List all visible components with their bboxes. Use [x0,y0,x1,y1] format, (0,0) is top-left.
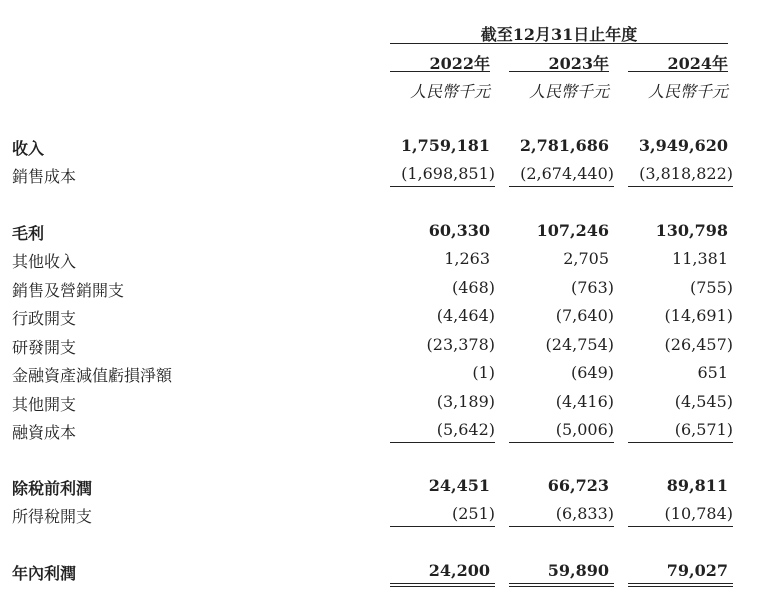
income-tax-2022: (251) [451,504,495,523]
header-rule [390,43,728,44]
year-2024-header: 2024年 [667,54,728,73]
year-rule-2023 [509,71,609,72]
profit-before-tax-2022: 24,451 [428,476,490,495]
cost-of-sales-2024: (3,818,822) [639,164,733,183]
row-label-other-expenses: 其他開支 [12,395,77,414]
cost-of-sales-2023: (2,674,440) [520,164,614,183]
finance-costs-2024: (6,571) [674,420,733,439]
row-label-revenue: 收入 [12,139,45,158]
row-label-other-income: 其他收入 [12,252,77,271]
other-expenses-2022: (3,189) [436,392,495,411]
row-label-finance-costs: 融資成本 [12,423,77,442]
unit-2023: 人民幣千元 [528,82,609,101]
rd-expenses-2024: (26,457) [664,335,733,354]
cost-of-sales-2022: (1,698,851) [401,164,495,183]
finance-costs-2022: (5,642) [436,420,495,439]
profit-before-tax-2024: 89,811 [666,476,728,495]
row-label-admin-expenses: 行政開支 [12,309,77,328]
admin-expenses-2022: (4,464) [436,306,495,325]
other-expenses-2023: (4,416) [555,392,614,411]
impairment-losses-2023: (649) [570,363,614,382]
profit-before-tax-2023: 66,723 [547,476,609,495]
profit-for-year-2024: 79,027 [666,561,728,580]
subtotal-rule-2024 [628,186,733,187]
selling-expenses-2023: (763) [570,278,614,297]
selling-expenses-2024: (755) [689,278,733,297]
row-label-income-tax: 所得稅開支 [12,507,93,526]
row-label-rd-expenses: 研發開支 [12,338,77,357]
impairment-losses-2022: (1) [472,363,495,382]
admin-expenses-2023: (7,640) [555,306,614,325]
row-label-profit-before-tax: 除稅前利潤 [12,479,93,498]
subtotal-rule-2022 [390,526,495,527]
revenue-2023: 2,781,686 [519,136,609,155]
subtotal-rule-2023 [509,526,614,527]
profit-for-year-2023: 59,890 [547,561,609,580]
impairment-losses-2024: 651 [697,363,728,382]
selling-expenses-2022: (468) [451,278,495,297]
income-tax-2023: (6,833) [555,504,614,523]
revenue-2024: 3,949,620 [638,136,728,155]
subtotal-rule-2024 [628,442,733,443]
year-2023-header: 2023年 [548,54,609,73]
other-income-2023: 2,705 [563,249,609,268]
subtotal-rule-2024 [628,526,733,527]
gross-profit-2023: 107,246 [536,221,609,240]
total-double-rule-2022 [390,583,495,587]
year-rule-2024 [628,71,728,72]
rd-expenses-2023: (24,754) [545,335,614,354]
unit-2022: 人民幣千元 [409,82,490,101]
revenue-2022: 1,759,181 [400,136,490,155]
admin-expenses-2024: (14,691) [664,306,733,325]
total-double-rule-2023 [509,583,614,587]
subtotal-rule-2022 [390,186,495,187]
year-2022-header: 2022年 [429,54,490,73]
other-income-2024: 11,381 [672,249,728,268]
row-label-cost-of-sales: 銷售成本 [12,167,77,186]
other-income-2022: 1,263 [444,249,490,268]
row-label-impairment-losses: 金融資產減值虧損淨額 [12,366,173,385]
profit-for-year-2022: 24,200 [428,561,490,580]
subtotal-rule-2023 [509,186,614,187]
period-header: 截至12月31日止年度 [480,25,638,44]
subtotal-rule-2023 [509,442,614,443]
total-double-rule-2024 [628,583,733,587]
gross-profit-2022: 60,330 [428,221,490,240]
year-rule-2022 [390,71,490,72]
row-label-gross-profit: 毛利 [12,224,45,243]
gross-profit-2024: 130,798 [655,221,728,240]
income-tax-2024: (10,784) [664,504,733,523]
subtotal-rule-2022 [390,442,495,443]
row-label-selling-expenses: 銷售及營銷開支 [12,281,125,300]
finance-costs-2023: (5,006) [555,420,614,439]
row-label-profit-for-year: 年內利潤 [12,564,77,583]
other-expenses-2024: (4,545) [674,392,733,411]
unit-2024: 人民幣千元 [647,82,728,101]
rd-expenses-2022: (23,378) [426,335,495,354]
